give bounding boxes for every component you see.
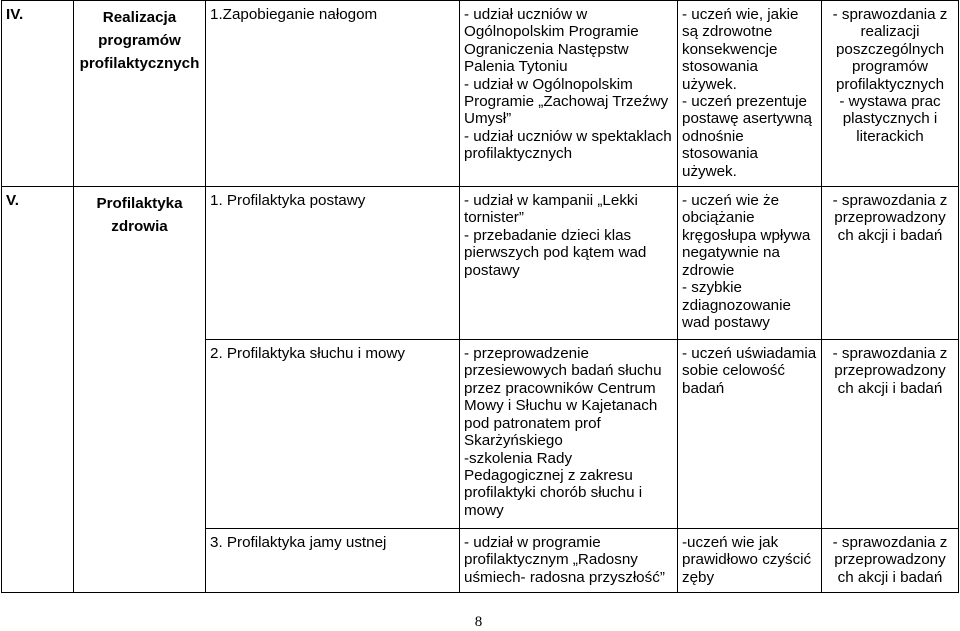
row-number: V. [2,187,74,593]
task-title: 1.Zapobieganie nałogom [206,1,460,187]
task-title: 1. Profilaktyka postawy [206,187,460,340]
report-cell: - sprawozdania z przeprowadzony ch akcji i badań [822,340,959,529]
program-table [1,0,959,593]
effects-cell: - uczeń uświadamia sobie celowość badań [678,340,822,529]
report-cell: - sprawozdania z przeprowadzony ch akcji i badań [822,187,959,340]
task-title: 2. Profilaktyka słuchu i mowy [206,340,460,529]
activities-cell: - udział w kampanii „Lekki tornister” - przebadanie dzieci klas pierwszych pod kątem wad postawy [460,187,678,340]
effects-cell: -uczeń wie jak prawidłowo czyścić zęby [678,529,822,593]
area-title: Profilaktyka zdrowia [74,187,206,593]
table-row [2,1,959,187]
activities-cell: - przeprowadzenie przesiewowych badań słuchu przez pracowników Centrum Mowy i Słuchu w Kajetanach pod patronatem prof Skarżyńskiego -szkolenia Rady Pedagogicznej z zakresu profilaktyki chorób słuchu i mowy [460,340,678,529]
table-row [2,187,959,340]
report-cell: - sprawozdania z realizacji poszczególnych programów profilaktycznych - wystawa prac plastycznych i literackich [822,1,959,187]
page-number: 8 [474,614,483,630]
activities-cell: - udział w programie profilaktycznym „Radosny uśmiech- radosna przyszłość” [460,529,678,593]
report-cell: - sprawozdania z przeprowadzony ch akcji i badań [822,529,959,593]
area-title: Realizacja programów profilaktycznych [74,1,206,187]
task-title: 3. Profilaktyka jamy ustnej [206,529,460,593]
row-number: IV. [2,1,74,187]
activities-cell: - udział uczniów w Ogólnopolskim Programie Ograniczenia Następstw Palenia Tytoniu - udział w Ogólnopolskim Programie „Zachowaj Trzeźwy Umysł” - udział uczniów w spektaklach profilaktycznych [460,1,678,187]
effects-cell: - uczeń wie że obciążanie kręgosłupa wpływa negatywnie na zdrowie - szybkie zdiagnozowanie wad postawy [678,187,822,340]
effects-cell: - uczeń wie, jakie są zdrowotne konsekwencje stosowania używek. - uczeń prezentuje postawę asertywną odnośnie stosowania używek. [678,1,822,187]
